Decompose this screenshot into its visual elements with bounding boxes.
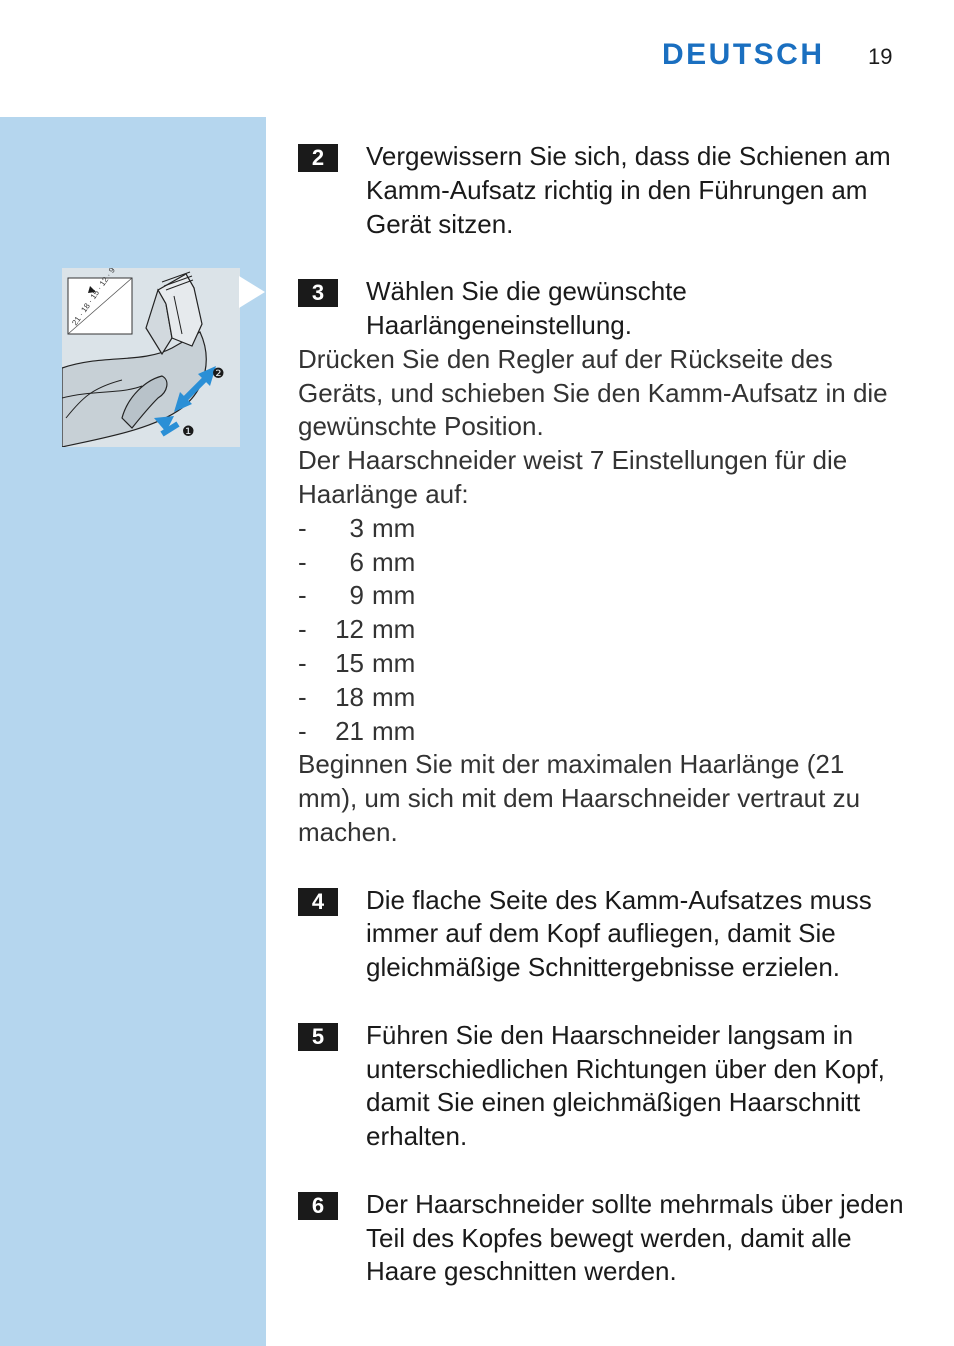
list-dash: -	[298, 715, 307, 746]
callout-1: ❶	[182, 424, 195, 440]
section-language-title: DEUTSCH	[662, 38, 825, 71]
list-unit: mm	[372, 614, 416, 645]
list-value: 3	[349, 512, 364, 543]
step-5	[298, 1019, 908, 1154]
step-text: Wählen Sie die gewünschte Haarlängeneinstellung.	[366, 276, 687, 340]
list-dash: -	[298, 512, 307, 543]
list-dash: -	[298, 614, 307, 645]
callout-2: ❷	[212, 366, 225, 382]
step-3-details	[298, 343, 908, 850]
page-number: 19	[868, 44, 893, 69]
step-6	[298, 1188, 908, 1289]
paragraph: Drücken Sie den Regler auf der Rückseite des Geräts, und schieben Sie den Kamm-Aufsatz in die gewünschte Position.	[298, 343, 888, 442]
length-settings-list	[298, 512, 908, 749]
step-text: Führen Sie den Haarschneider langsam in unterschiedlichen Richtungen über den Kopf, damit Sie einen gleichmäßigen Haarschnitt erhalten.	[366, 1019, 885, 1152]
trimmer-illustration	[62, 268, 240, 447]
paragraph: Beginnen Sie mit der maximalen Haarlänge (21 mm), um sich mit dem Haarschneider vertraut zu machen.	[298, 749, 861, 847]
list-item	[298, 715, 908, 749]
list-dash: -	[298, 580, 307, 611]
step-3	[298, 275, 908, 850]
list-unit: mm	[372, 647, 416, 678]
list-dash: -	[298, 681, 307, 712]
push-arrow-icon	[154, 416, 178, 434]
paragraph: Der Haarschneider weist 7 Einstellungen für die Haarlänge auf:	[298, 445, 848, 509]
step-2	[298, 140, 908, 241]
list-item	[298, 681, 908, 715]
list-value: 15	[335, 647, 364, 678]
list-unit: mm	[372, 580, 416, 611]
list-item	[298, 647, 908, 681]
list-value: 18	[335, 681, 364, 712]
step-4	[298, 884, 908, 985]
list-dash: -	[298, 546, 307, 577]
list-value: 6	[349, 546, 364, 577]
list-item	[298, 546, 908, 580]
list-value: 21	[335, 715, 364, 746]
list-unit: mm	[372, 546, 416, 577]
step-number-badge: 4	[298, 888, 338, 916]
list-unit: mm	[372, 715, 416, 746]
list-unit: mm	[372, 681, 416, 712]
step-text: Vergewissern Sie sich, dass die Schienen am Kamm-Aufsatz richtig in den Führungen am Gerät sitzen.	[366, 141, 891, 239]
list-unit: mm	[372, 512, 416, 543]
list-value: 9	[349, 580, 364, 611]
list-item	[298, 512, 908, 546]
step-number-badge: 5	[298, 1023, 338, 1051]
step-number-badge: 3	[298, 279, 338, 307]
list-item	[298, 613, 908, 647]
list-dash: -	[298, 647, 307, 678]
instructions	[298, 140, 908, 1323]
list-item	[298, 579, 908, 613]
list-value: 12	[335, 614, 364, 645]
step-text: Die flache Seite des Kamm-Aufsatzes muss immer auf dem Kopf aufliegen, damit Sie gleichmäßige Schnittergebnisse erzielen.	[366, 884, 872, 983]
step-number-badge: 6	[298, 1192, 338, 1220]
step-text: Der Haarschneider sollte mehrmals über jeden Teil des Kopfes bewegt werden, damit alle Haare geschnitten werden.	[366, 1188, 904, 1287]
step-number-badge: 2	[298, 144, 338, 172]
figure-pointer	[239, 276, 265, 308]
trimmer-drawing	[62, 268, 240, 447]
